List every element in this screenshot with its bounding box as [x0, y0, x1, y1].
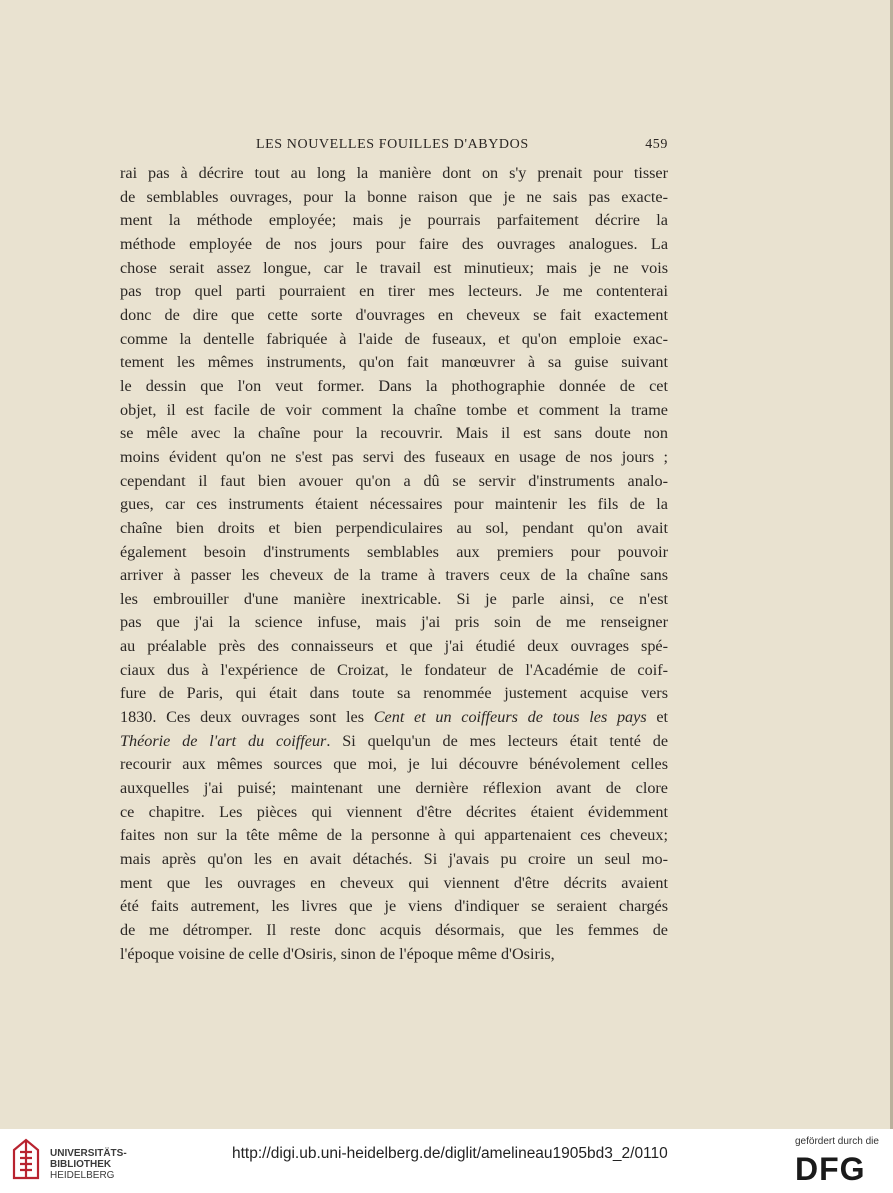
text-line: les embrouiller d'une manière inextricable. Si je parle ainsi, ce n'est [120, 589, 668, 608]
text-line: comme la dentelle fabriquée à l'aide de fuseaux, et qu'on emploie exac- [120, 329, 668, 348]
text-line: se mêle avec la chaîne pour la recouvrir. Mais il est sans doute non [120, 424, 668, 443]
text-run: 1830. Ces deux ouvrages sont les [120, 708, 374, 727]
running-title: LES NOUVELLES FOUILLES D'ABYDOS [256, 137, 529, 152]
text-line: l'époque voisine de celle d'Osiris, sinon de l'époque même d'Osiris, [120, 944, 555, 963]
dfg-logo: DFG [795, 1151, 866, 1187]
text-line: recourir aux mêmes sources que moi, je lui découvre bénévolement celles [120, 755, 668, 774]
library-name [50, 1148, 127, 1181]
text-line: fure de Paris, qui était dans toute sa renommée justement acquise vers [120, 684, 668, 703]
book-title-italic: Théorie de l'art du coiffeur [120, 731, 327, 750]
text-line: ce chapitre. Les pièces qui viennent d'être décrites étaient évidemment [120, 802, 668, 821]
text-line: méthode employée de nos jours pour faire des ouvrages analogues. La [120, 234, 668, 253]
text-line: chaîne bien droits et bien perpendiculaires au sol, pendant qu'on avait [120, 518, 668, 537]
text-line: tement les mêmes instruments, qu'on fait manœuvrer à sa guise suivant [120, 353, 668, 372]
text-line: de me détromper. Il reste donc acquis désormais, que les femmes de [120, 921, 668, 939]
document-permalink[interactable]: http://digi.ub.uni-heidelberg.de/diglit/amelineau1905bd3_2/0110 [232, 1145, 668, 1162]
text-line: moins évident qu'on ne s'est pas servi des fuseaux en usage de nos jours ; [120, 447, 668, 466]
funded-by-label: gefördert durch die [795, 1136, 879, 1147]
text-line: au préalable près des connaisseurs et que j'ai étudié deux ouvrages spé- [120, 637, 668, 656]
text-line: également besoin d'instruments semblables aux premiers pour pouvoir [120, 542, 668, 561]
text-line: cependant il faut bien avouer qu'on a dû se servir d'instruments analo- [120, 471, 668, 490]
text-run: et [646, 708, 669, 727]
text-line: ment que les ouvrages en cheveux qui viennent d'être décrits avaient [120, 873, 668, 892]
text-line: été faits autrement, les livres que je viens d'indiquer se seraient chargés [120, 897, 668, 916]
text-line: objet, il est facile de voir comment la chaîne tombe et comment la trame [120, 400, 668, 419]
library-name-line: UNIVERSITÄTS- [50, 1148, 127, 1159]
text-line: gues, car ces instruments étaient nécessaires pour maintenir les fils de la [120, 495, 668, 514]
text-line: ment la méthode employée; mais je pourrais parfaitement décrire la [120, 211, 668, 230]
page-number: 459 [645, 137, 668, 152]
text-line [120, 730, 668, 754]
text-line: chose serait assez longue, car le travail est minutieux; mais je ne vois [120, 258, 668, 277]
text-line: pas que j'ai la science infuse, mais j'ai pris soin de me renseigner [120, 613, 668, 632]
text-line: faites non sur la tête même de la personne à qui appartenaient ces cheveux; [120, 826, 668, 845]
text-run: . Si quelqu'un de mes lecteurs était tenté de [326, 731, 668, 750]
text-line: mais après qu'on les en avait détachés. Si j'avais pu croire un seul mo- [120, 850, 668, 869]
text-line: auxquelles j'ai puisé; maintenant une dernière réflexion avant de clore [120, 779, 668, 798]
text-line: donc de dire que cette sorte d'ouvrages en cheveux se fait exactement [120, 305, 668, 324]
text-line [120, 706, 668, 730]
text-line: rai pas à décrire tout au long la manière dont on s'y prenait pour tisser [120, 164, 668, 182]
text-line: le dessin que l'on veut former. Dans la phothographie donnée de cet [120, 376, 668, 395]
page-header [124, 137, 668, 157]
body-text [120, 162, 668, 966]
text-line: arriver à passer les cheveux de la trame à travers ceux de la chaîne sans [120, 566, 668, 585]
text-line: de semblables ouvrages, pour la bonne raison que je ne sais pas exacte- [120, 187, 668, 206]
text-line: pas trop quel parti pourraient en tirer mes lecteurs. Je me contenterai [120, 282, 668, 301]
text-line: ciaux dus à l'expérience de Croizat, le fondateur de l'Académie de coif- [120, 660, 668, 679]
book-title-italic: Cent et un coiffeurs de tous les pays [373, 708, 647, 727]
university-library-logo-icon [8, 1136, 44, 1184]
library-name-line: BIBLIOTHEK [50, 1159, 112, 1170]
library-name-line: HEIDELBERG [50, 1170, 115, 1181]
